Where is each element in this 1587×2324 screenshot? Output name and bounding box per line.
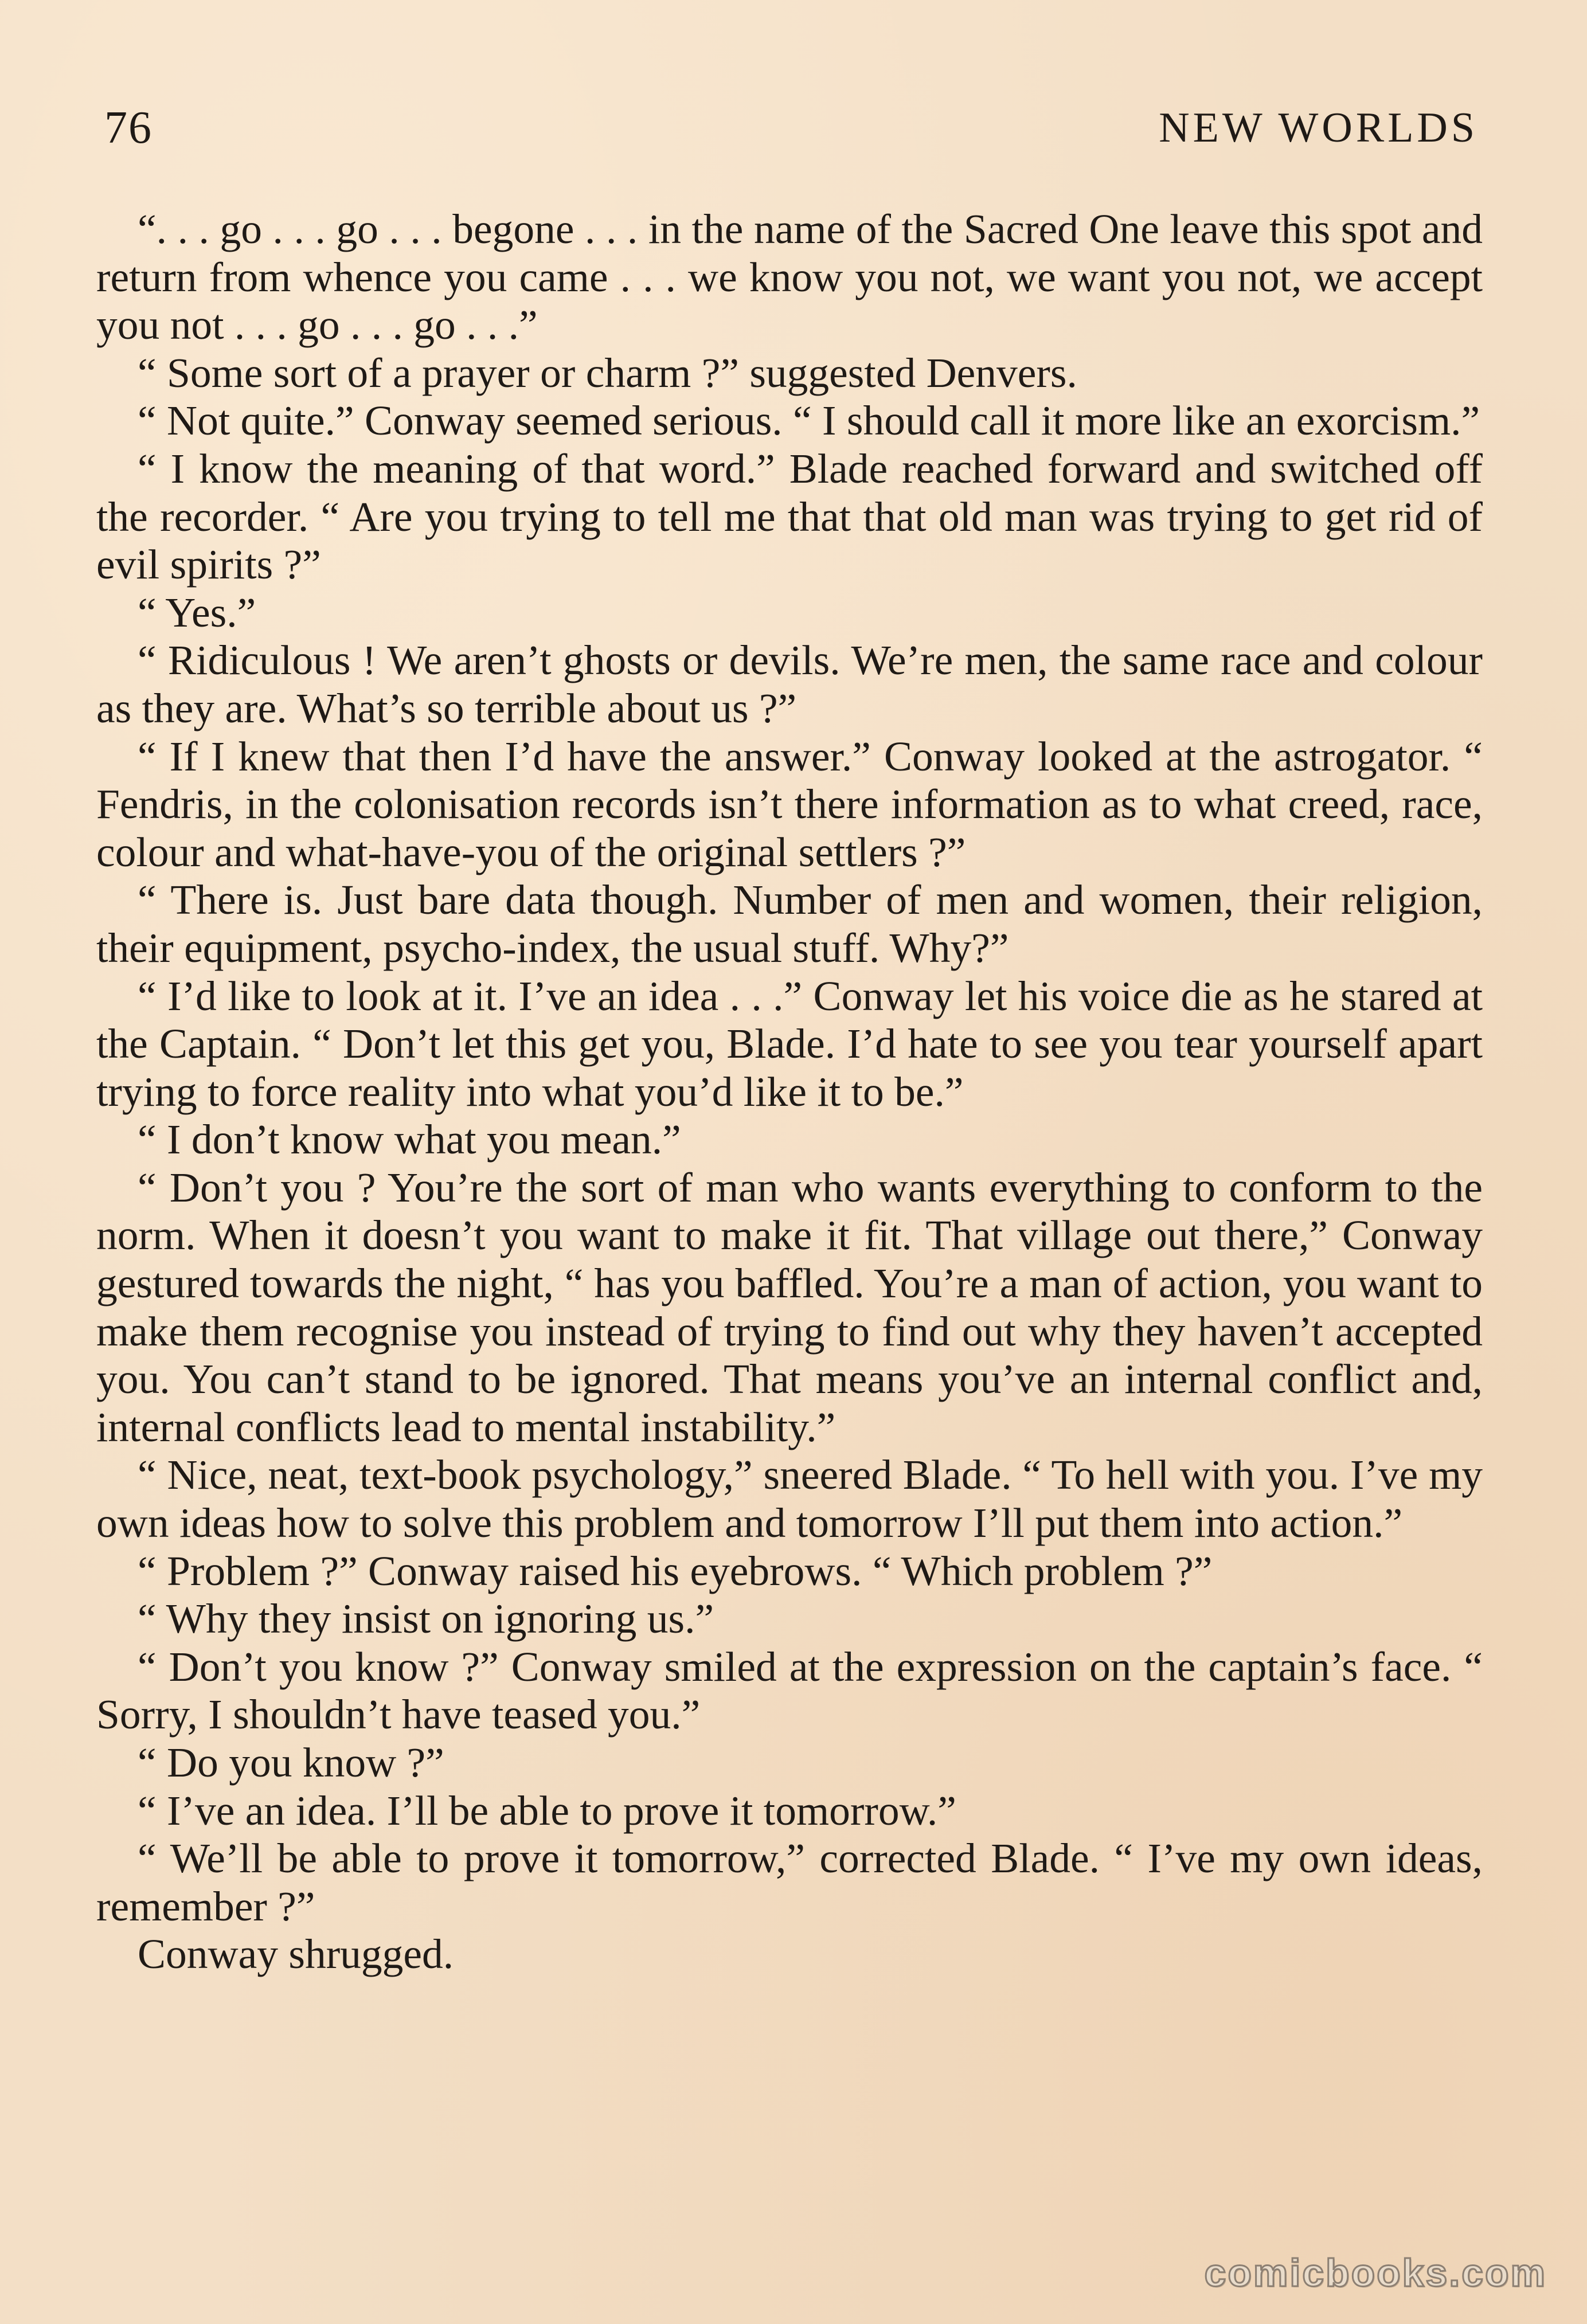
running-title: NEW WORLDS <box>1159 104 1478 151</box>
paragraph: “ There is. Just bare data though. Number of men and women, their religion, their equipment, psycho-index, the usual stuff. Why?” <box>96 877 1483 971</box>
paragraph: “ Not quite.” Conway seemed serious. “ I should call it more like an exorcism.” <box>138 397 1480 444</box>
paragraph: “. . . go . . . go . . . begone . . . in the name of the Sacred One leave this spot and return from whence you came . . . we know you not, we want you not, we accept you not . . . go . . . go . . .” <box>96 206 1483 349</box>
page-number: 76 <box>104 103 153 153</box>
running-head <box>104 96 1478 159</box>
paragraph: “ Some sort of a prayer or charm ?” suggested Denvers. <box>138 349 1077 396</box>
paragraph: “ Don’t you ? You’re the sort of man who wants everything to conform to the norm. When it doesn’t you want to make it fit. That village out there,” Conway gestured towards the night, “ has you baffled. You’re a man of action, you want to make them recognise you instead of trying to find out why they haven’t accepted you. You can’t stand to be ignored. That means you’ve an internal conflict and, internal conflicts lead to mental instability.” <box>96 1164 1483 1450</box>
paragraph: “ Don’t you know ?” Conway smiled at the expression on the captain’s face. “ Sorry, I shouldn’t have teased you.” <box>96 1643 1483 1738</box>
paragraph: Conway shrugged. <box>138 1931 454 1978</box>
paragraph: “ Why they insist on ignoring us.” <box>138 1595 714 1642</box>
paragraph: “ Yes.” <box>138 589 256 636</box>
paragraph: “ I’ve an idea. I’ll be able to prove it tomorrow.” <box>138 1787 956 1834</box>
paragraph: “ I know the meaning of that word.” Blade reached forward and switched off the recorder. “ Are you trying to tell me that that old man was trying to get rid of evil spirits ?” <box>96 445 1483 588</box>
paragraph: “ Problem ?” Conway raised his eyebrows. “ Which problem ?” <box>138 1547 1213 1594</box>
paragraph: “ Do you know ?” <box>138 1739 444 1786</box>
paragraph: “ Ridiculous ! We aren’t ghosts or devils. We’re men, the same race and colour as they are. What’s so terrible about us ?” <box>96 637 1483 731</box>
body-text <box>96 205 1483 1978</box>
paragraph: “ Nice, neat, text-book psychology,” sneered Blade. “ To hell with you. I’ve my own ideas how to solve this problem and tomorrow I’ll put them into action.” <box>96 1451 1483 1547</box>
paragraph: “ We’ll be able to prove it tomorrow,” corrected Blade. “ I’ve my own ideas, remember ?” <box>96 1835 1483 1930</box>
paragraph: “ I’d like to look at it. I’ve an idea . . .” Conway let his voice die as he stared at the Captain. “ Don’t let this get you, Blade. I’d hate to see you tear yourself apart trying to force reality into what you’d like it to be.” <box>96 972 1483 1115</box>
paragraph: “ I don’t know what you mean.” <box>138 1116 681 1163</box>
watermark: comicbooks.com <box>1204 2251 1547 2295</box>
paragraph: “ If I knew that then I’d have the answer.” Conway looked at the astrogator. “ Fendris, in the colonisation records isn’t there information as to what creed, race, colour and what-have-you of the original settlers ?” <box>96 733 1483 875</box>
